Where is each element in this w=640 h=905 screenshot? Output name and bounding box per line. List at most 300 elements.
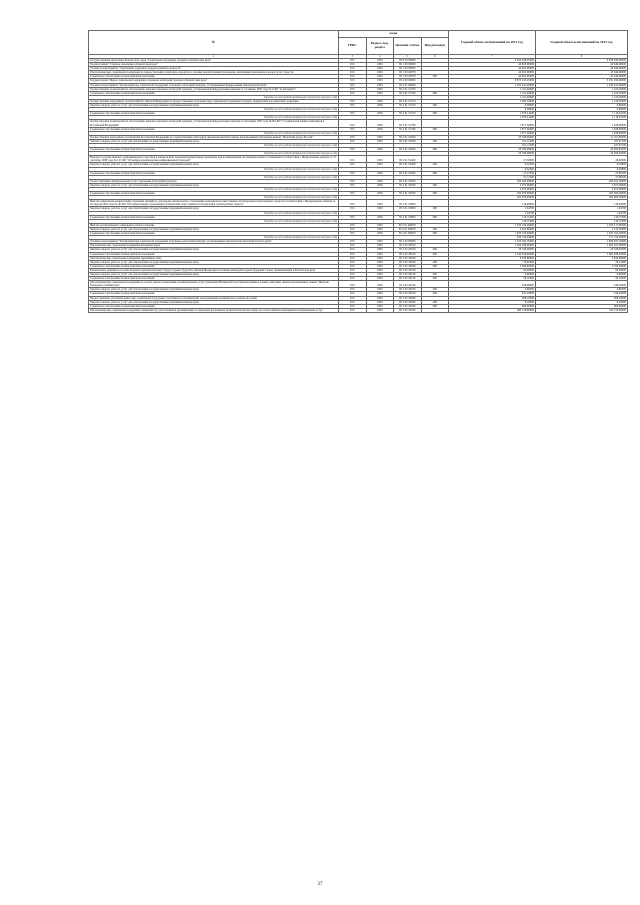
razdel-cell: 1003 [366, 171, 394, 175]
target-article-cell: 05 2 01 52200 [394, 135, 422, 139]
amount-2011-cell: 2 975,00000 [449, 183, 536, 187]
amount-2011-cell: 1 910 592,70000 [449, 240, 536, 244]
razdel-cell: 1003 [366, 99, 394, 103]
razdel-cell: 1003 [366, 75, 394, 79]
amount-2011-cell: 205 645,99000 [449, 179, 536, 183]
amount-2012-cell: 1 984 637,10000 [536, 240, 628, 244]
target-article-cell: 05 2 02 20140 [394, 277, 422, 281]
amount-2012-cell: 1 928,00000 [536, 120, 628, 127]
grbs-cell: 815 [339, 71, 367, 75]
expense-type-cell: 200 [421, 139, 449, 143]
amount-2012-cell: 202 666,30000 [536, 192, 628, 196]
razdel-cell: 1003 [366, 156, 394, 163]
table-row [89, 281, 628, 288]
expense-type-cell: 300 [421, 215, 449, 219]
column-number: 8 [536, 55, 628, 59]
amount-2012-cell: 2 515,50000 [536, 227, 628, 231]
row-name-cell: Основное мероприятие "Реализация мер социальной поддержки отдельных категорий граждан, установленных федеральным законодательством" [89, 83, 339, 87]
grbs-cell: 815 [339, 248, 367, 252]
row-name-cell: Социальное обеспечение и иные выплаты населению [89, 277, 339, 281]
amount-2011-cell: 8,10000 [449, 300, 536, 304]
razdel-cell: 1003 [366, 288, 394, 292]
amount-2012-cell: 1 225,20000 [536, 95, 628, 99]
amount-2011-cell: 6 076,80000 [449, 256, 536, 260]
row-name-cell: Обеспечение мер социальной поддержки по предоставлению санаторно-курортного лечения неработающим гражданам, выхолящим пенсионного возраста по старости [89, 71, 339, 75]
grbs-cell: 815 [339, 232, 367, 236]
amount-2012-cell: 205 641,30000 [536, 179, 628, 183]
amount-2012-cell: 8,10000 [536, 300, 628, 304]
amount-2011-cell: 1 073,51400 [449, 116, 536, 120]
expense-type-cell: 300 [421, 252, 449, 256]
row-name-cell: Социальное обеспечение и иные выплаты населению [89, 127, 339, 131]
target-article-cell: 05 2 01 52800 [394, 215, 422, 219]
expense-type-cell: 300 [421, 232, 449, 236]
amount-2012-cell: 1 928,00000 [536, 131, 628, 135]
target-article-cell: 05 2 00 00000 [394, 79, 422, 83]
expense-type-cell: 300 [421, 91, 449, 95]
target-article-cell: 05 2 02 20200 [394, 300, 422, 304]
amount-2012-cell: 20 993,84300 [536, 152, 628, 156]
grbs-cell: 815 [339, 244, 367, 248]
row-name-cell: Расходы за счет средств федерального бюджета текущего года [89, 131, 339, 135]
row-name-cell: Осуществление переданных полномочий Российской Федерации по предоставлению отдельных мер социальной поддержки граждан, подвергшихся воздействию радиации [89, 99, 339, 103]
row-name-cell: Социальное обеспечение и иные выплаты населению [89, 148, 339, 152]
razdel-cell: 1003 [366, 296, 394, 300]
amount-2011-cell: 27,17500 [449, 171, 536, 175]
row-name-cell: Закупка товаров, работ и услуг для обеспечения государственных (муниципальных) нужд [89, 207, 339, 211]
amount-2012-cell: 1,64700 [536, 207, 628, 211]
row-name-cell: Социальное обеспечение и иные выплаты населению [89, 304, 339, 308]
amount-2012-cell: 45 640,00000 [536, 71, 628, 75]
amount-2012-cell: 45 640,00000 [536, 67, 628, 71]
row-name-cell: Обеспечение мер социальной поддержки по оплате жилого помещения и коммунальных услуг инвалидам Великой Отечественной войны и боевых действий, лицам награжденных знаком "Жителю блокадного Ленинграда" [89, 281, 339, 288]
amount-2011-cell: 9,58000 [449, 104, 536, 108]
expense-type-cell: 300 [421, 171, 449, 175]
row-name-cell: Расходы за счет средств федерального бюджета текущего года [89, 152, 339, 156]
target-article-cell: 05 1 00 00000 [394, 63, 422, 67]
amount-2011-cell: 27,17500 [449, 175, 536, 179]
amount-2012-cell: 1 025 217,80000 [536, 223, 628, 227]
amount-2012-cell: 20 993,84300 [536, 148, 628, 152]
target-article-cell: 05 1 03 20070 [394, 71, 422, 75]
amount-2012-cell: 908,10000 [536, 296, 628, 300]
amount-2011-cell: 4,80000 [449, 288, 536, 292]
target-article-cell: 05 0 00 00000 [394, 59, 422, 63]
grbs-cell: 815 [339, 200, 367, 207]
grbs-cell: 815 [339, 120, 367, 127]
column-number: 1 [89, 55, 339, 59]
amount-2011-cell: 1 255 441,00000 [449, 83, 536, 87]
amount-2011-cell: 1 083,10000 [449, 99, 536, 103]
amount-2012-cell: 1 624 557,00000 [536, 244, 628, 248]
row-name-cell: Закупка товаров, работ и услуг для обеспечения государственных (муниципальных) нужд [89, 300, 339, 304]
razdel-cell: 1003 [366, 163, 394, 167]
amount-2011-cell: 44 825,00000 [449, 67, 536, 71]
row-name-cell: Расходы за счет средств федерального бюджета текущего года [89, 108, 339, 112]
row-name-cell: Социальное обеспечение и иные выплаты населению [89, 75, 339, 79]
target-article-cell: 05 2 02 00000 [394, 240, 422, 244]
razdel-cell: 1003 [366, 120, 394, 127]
header-razdel: Раздел, под-раздел [366, 38, 394, 55]
row-name-cell: Обеспечение мер социальной поддержки ветеранов труда [89, 244, 339, 248]
amount-2012-cell: 78,12000 [536, 260, 628, 264]
row-name-cell: Выплата государственного единовременного пособия и ежемесячной денежной компенсации гражданам при возникновении поствакцинальных осложнений в соответствии с Федеральным законом от 17 сентября 1998 года № 157-ФЗ "Об иммунопрофилактике инфекционных болезней" [89, 156, 339, 163]
grbs-cell: 815 [339, 227, 367, 231]
amount-2012-cell: 312 156,90000 [536, 308, 628, 312]
grbs-cell: 815 [339, 304, 367, 308]
row-name-cell: Подпрограмма "Меры социальной поддержки отдельных категорий граждан в Камчатском крае" [89, 79, 339, 83]
row-name-cell: Предоставление дополнительных мер социальной поддержки участникам ходатайки войн и вооруженных конфликтов и членам их семей [89, 296, 339, 300]
amount-2011-cell: 1 052 723,49000 [449, 232, 536, 236]
razdel-cell: 1003 [366, 63, 394, 67]
amount-2012-cell: 5 766,48000 [536, 264, 628, 268]
row-name-cell: Основное мероприятие "Реализация мер социальной поддержки отдельных категорий граждан, установленных законодательством Камчатского края" [89, 240, 339, 244]
grbs-cell: 815 [339, 79, 367, 83]
amount-2012-cell: 1,64700 [536, 211, 628, 215]
grbs-cell: 815 [339, 183, 367, 187]
amount-2012-cell: 0,33800 [536, 167, 628, 171]
amount-2012-cell: 27,86200 [536, 175, 628, 179]
expense-type-cell: 200 [421, 248, 449, 252]
row-name-cell: Осуществление переданного полномочия Российской Федерации по осуществлению ежегодной денежной выплаты лицам, награжденным нагрудным знаком "Почетный донор России" [89, 135, 339, 139]
razdel-cell: 1003 [366, 277, 394, 281]
amount-2012-cell: 21 161,80000 [536, 135, 628, 139]
target-article-cell: 05 2 02 20200 [394, 304, 422, 308]
razdel-cell: 1003 [366, 264, 394, 268]
row-name-cell: Социальное обеспечение и иные выплаты населению [89, 252, 339, 256]
target-article-cell: 05 2 02 20190 [394, 288, 422, 292]
grbs-cell: 815 [339, 296, 367, 300]
target-article-cell: 05 2 02 20140 [394, 268, 422, 272]
razdel-cell: 1003 [366, 281, 394, 288]
grbs-cell: 815 [339, 260, 367, 264]
expense-type-cell: 200 [421, 104, 449, 108]
razdel-cell: 1003 [366, 256, 394, 260]
amount-2011-cell: 60,00000 [449, 268, 536, 272]
row-name-cell: Социальное обеспечение и иные выплаты населению [89, 112, 339, 116]
target-article-cell: 05 2 01 52500 [394, 183, 422, 187]
row-name-cell: Социальное обеспечение и иные выплаты населению [89, 91, 339, 95]
expense-type-cell: 200 [421, 227, 449, 231]
row-name-cell: Социальное обеспечение и иные выплаты населению [89, 192, 339, 196]
amount-2011-cell: 900,00000 [449, 304, 536, 308]
target-article-cell: 05 2 01 51370 [394, 112, 422, 116]
expense-type-cell: 200 [421, 272, 449, 276]
target-article-cell: 05 2 01 R0070 [394, 223, 422, 227]
table-row [89, 120, 628, 127]
expense-type-cell: 300 [421, 304, 449, 308]
expense-type-cell: 200 [421, 163, 449, 167]
header-number: № [89, 31, 339, 55]
expense-type-cell: 200 [421, 288, 449, 292]
table-row [89, 308, 628, 312]
expense-type-cell: 300 [421, 148, 449, 152]
amount-2012-cell: 1 022 702,30000 [536, 232, 628, 236]
row-name-cell: Обеспечение мер социальной поддержки специалистов, работающих и проживающих в отдельных населенных пунктах Камчатского края, по оплате жилых помещений и коммунальных услуг [89, 308, 339, 312]
header-codes-group: коды [339, 31, 449, 38]
razdel-cell: 1003 [366, 183, 394, 187]
grbs-cell: 815 [339, 207, 367, 211]
header-year-2012: Годовой объем ассигнований на 2012 год [536, 31, 628, 55]
budget-table [88, 30, 628, 313]
razdel-cell: 1003 [366, 207, 394, 211]
grbs-cell: 815 [339, 264, 367, 268]
expense-type-cell [421, 156, 449, 163]
amount-2012-cell: 116,75300 [536, 219, 628, 223]
amount-2012-cell: 5 844,60000 [536, 256, 628, 260]
amount-2011-cell: 908,10000 [449, 296, 536, 300]
row-name-cell: Обеспечение мер социальной поддержки тружеников тыла [89, 256, 339, 260]
row-name-cell: Социальное обеспечение и иные выплаты населению [89, 264, 339, 268]
row-name-cell: Социальное обеспечение и иные выплаты населению [89, 292, 339, 296]
grbs-cell: 815 [339, 83, 367, 87]
target-article-cell: 05 1 03 00000 [394, 67, 422, 71]
razdel-cell: 1003 [366, 91, 394, 95]
amount-2012-cell: 116,75300 [536, 215, 628, 219]
table-row [89, 200, 628, 207]
amount-2012-cell: 1 928,00000 [536, 127, 628, 131]
target-article-cell: 05 2 01 00000 [394, 83, 422, 87]
amount-2011-cell: 0,32500 [449, 167, 536, 171]
amount-2011-cell: 1 562 298,00000 [449, 244, 536, 248]
amount-2011-cell: 116,75300 [449, 215, 536, 219]
row-name-cell: Расходы за счет средств федерального бюджета текущего года [89, 196, 339, 200]
target-article-cell: 05 2 02 20020 [394, 256, 422, 260]
amount-2011-cell: 1 191,40000 [449, 95, 536, 99]
column-number: 6 [421, 55, 449, 59]
amount-2011-cell: 59,10000 [449, 277, 536, 281]
grbs-cell: 815 [339, 135, 367, 139]
grbs-cell: 815 [339, 139, 367, 143]
header-year-2011: Годовой объем ассигнований на 2011 год [449, 31, 536, 55]
target-article-cell: 05 2 01 51350 [394, 87, 422, 91]
row-name-cell: Расходы за счет средств федерального бюджета текущего года [89, 236, 339, 240]
amount-2011-cell: 20 186,98000 [449, 148, 536, 152]
razdel-cell: 1003 [366, 240, 394, 244]
table-header-row [89, 31, 628, 38]
grbs-cell: 815 [339, 59, 367, 63]
amount-2011-cell: 19 740,00000 [449, 248, 536, 252]
razdel-cell: 1003 [366, 200, 394, 207]
amount-2012-cell: 2 975,00000 [536, 188, 628, 192]
expense-type-cell: 300 [421, 264, 449, 268]
table-row [89, 156, 628, 163]
razdel-cell: 1003 [366, 87, 394, 91]
amount-2011-cell: 1 877,30000 [449, 131, 536, 135]
row-name-cell: Выплата региональных социальных доплат к пенсии [89, 223, 339, 227]
amount-2011-cell: 202 670,99000 [449, 196, 536, 200]
row-name-cell: Закупка товаров, работ и услуг для обеспечения государственных (муниципальных) нужд [89, 288, 339, 292]
row-name-cell: Закупка товаров, работ и услуг для обеспечения государственных (муниципальных) нужд [89, 248, 339, 252]
expense-type-cell: 300 [421, 292, 449, 296]
row-name-cell: Расходы за счет средств федерального бюджета текущего года [89, 188, 339, 192]
razdel-cell: 1003 [366, 304, 394, 308]
amount-2012-cell: 3 931 290,00000 [536, 79, 628, 83]
grbs-cell: 815 [339, 308, 367, 312]
expense-type-cell: 300 [421, 112, 449, 116]
target-article-cell: 05 2 02 20140 [394, 272, 422, 276]
grbs-cell: 815 [339, 104, 367, 108]
amount-2012-cell: 27,86200 [536, 171, 628, 175]
row-name-cell: Социальное обеспечение и иные выплаты населению [89, 232, 339, 236]
target-article-cell: 05 2 01 51370 [394, 99, 422, 103]
grbs-cell: 815 [339, 171, 367, 175]
expense-type-cell: 300 [421, 75, 449, 79]
row-name-cell: Расходы за счет средств федерального бюджета текущего года [89, 175, 339, 179]
amount-2011-cell: 2 425,80000 [449, 227, 536, 231]
target-article-cell: 05 2 01 52400 [394, 163, 422, 167]
target-article-cell: 05 2 01 52400 [394, 156, 422, 163]
razdel-cell: 1003 [366, 244, 394, 248]
razdel-cell: 1003 [366, 300, 394, 304]
amount-2012-cell: 3 976 930,00000 [536, 59, 628, 63]
grbs-cell: 815 [339, 272, 367, 276]
column-number: 3 [339, 55, 367, 59]
row-name-cell: Ежемесячное денежное пособие Героям Социалистического Труда, Героям Труда Российской Федерации и полным кавалерам ордена Трудовой Славы, проживающим в Камчатском крае [89, 268, 339, 272]
razdel-cell: 1003 [366, 104, 394, 108]
row-name-cell: Социальное обеспечение и иные выплаты населению [89, 171, 339, 175]
expense-type-cell: 300 [421, 192, 449, 196]
razdel-cell: 1003 [366, 179, 394, 183]
razdel-cell: 1003 [366, 59, 394, 63]
row-name-cell: Социальное обеспечение и иные выплаты населению [89, 215, 339, 219]
razdel-cell: 1003 [366, 292, 394, 296]
amount-2012-cell: 2 975,00000 [536, 183, 628, 187]
amount-2012-cell: 60,00000 [536, 268, 628, 272]
expense-type-cell [421, 120, 449, 127]
amount-2012-cell: 349,20000 [536, 281, 628, 288]
target-article-cell: 05 2 01 51370 [394, 104, 422, 108]
amount-2011-cell: 5 996,85000 [449, 264, 536, 268]
target-article-cell: 05 1 03 20070 [394, 75, 422, 79]
amount-2011-cell: 202 670,99000 [449, 192, 536, 196]
amount-2011-cell: 9,58000 [449, 108, 536, 112]
page-number: 37 [317, 882, 323, 887]
target-article-cell: 05 2 02 20020 [394, 264, 422, 268]
amount-2011-cell: 336,00000 [449, 281, 536, 288]
expense-type-cell: 200 [421, 300, 449, 304]
expense-type-cell [421, 308, 449, 312]
amount-2011-cell: 118,40000 [449, 200, 536, 207]
razdel-cell: 1003 [366, 223, 394, 227]
amount-2011-cell: 79,95000 [449, 260, 536, 264]
grbs-cell: 815 [339, 240, 367, 244]
grbs-cell: 815 [339, 99, 367, 103]
razdel-cell: 1003 [366, 232, 394, 236]
amount-2011-cell: 1 877,30000 [449, 120, 536, 127]
target-article-cell: 05 2 01 52200 [394, 148, 422, 152]
target-article-cell: 05 2 01 51350 [394, 91, 422, 95]
grbs-cell: 815 [339, 281, 367, 288]
amount-2012-cell: 167,97100 [536, 143, 628, 147]
amount-2012-cell: 28,20000 [536, 156, 628, 163]
target-article-cell: 05 2 02 20190 [394, 281, 422, 288]
row-name-cell: Расходы за счет средств федерального бюджета текущего года [89, 95, 339, 99]
column-number: 7 [449, 55, 536, 59]
grbs-cell: 815 [339, 268, 367, 272]
target-article-cell: 05 2 02 20010 [394, 248, 422, 252]
amount-2011-cell: 0,90000 [449, 272, 536, 276]
grbs-cell: 815 [339, 292, 367, 296]
amount-2012-cell: 202 666,30000 [536, 196, 628, 200]
amount-2012-cell: 45 640,00000 [536, 63, 628, 67]
target-article-cell: 05 2 01 R0070 [394, 227, 422, 231]
row-name-cell: Государственная программа Камчатского края "Социальная поддержка граждан в Камчатском крае" [89, 59, 339, 63]
target-article-cell: 05 2 02 20190 [394, 292, 422, 296]
grbs-cell: 815 [339, 256, 367, 260]
amount-2011-cell: 3 920 238,25000 [449, 59, 536, 63]
grbs-cell: 815 [339, 252, 367, 256]
row-name-cell: Закупка товаров, работ и услуг для обеспечения государственных (муниципальных) нужд [89, 139, 339, 143]
row-name-cell: Расходы за счет средств федерального бюджета текущего года [89, 211, 339, 215]
amount-2012-cell: 9,96000 [536, 104, 628, 108]
grbs-cell: 815 [339, 288, 367, 292]
amount-2011-cell: 810 143,49000 [449, 236, 536, 240]
row-name-cell: Оплата жилищно-коммунальных услуг отдельным категориям граждан [89, 179, 339, 183]
amount-2011-cell: 44 825,00000 [449, 71, 536, 75]
amount-2011-cell: 27,50000 [449, 156, 536, 163]
grbs-cell: 815 [339, 300, 367, 304]
row-name-cell: Расходы за счет средств федерального бюджета текущего года [89, 167, 339, 171]
grbs-cell: 815 [339, 223, 367, 227]
razdel-cell: 1003 [366, 79, 394, 83]
row-name-cell: Осуществление полномочий по обеспечению жильем отдельных категорий граждан, установленных Федеральным законом от 24 ноября 1995 года №181-ФЗ "О социальной защите инвалидов в Российской Федерации" [89, 120, 339, 127]
grbs-cell: 815 [339, 192, 367, 196]
row-name-cell: Расходы за счет средств федерального бюджета текущего года [89, 219, 339, 223]
grbs-cell: 815 [339, 163, 367, 167]
amount-2011-cell: 116,75300 [449, 219, 536, 223]
amount-2012-cell: 771 152,20000 [536, 236, 628, 240]
expense-type-cell: 200 [421, 260, 449, 264]
razdel-cell: 1003 [366, 135, 394, 139]
amount-2011-cell: 1 055 149,29000 [449, 223, 536, 227]
razdel-cell: 1003 [366, 227, 394, 231]
amount-2012-cell: 1 604 028,20000 [536, 252, 628, 256]
target-article-cell: 05 2 01 R0070 [394, 232, 422, 236]
expense-type-cell [421, 200, 449, 207]
target-article-cell: 05 2 02 20020 [394, 260, 422, 264]
grbs-cell: 815 [339, 75, 367, 79]
target-article-cell: 05 2 02 20010 [394, 252, 422, 256]
amount-2011-cell: 1,64700 [449, 211, 536, 215]
target-article-cell: 05 2 01 51760 [394, 127, 422, 131]
target-article-cell: 05 2 01 52800 [394, 207, 422, 211]
grbs-cell: 815 [339, 127, 367, 131]
amount-2011-cell: 0,32500 [449, 163, 536, 167]
grbs-cell: 815 [339, 277, 367, 281]
amount-2011-cell: 20 186,98000 [449, 152, 536, 156]
header-target-article: Целевая статья [394, 38, 422, 55]
row-name-cell: Расходы за счет средств федерального бюджета текущего года [89, 143, 339, 147]
amount-2012-cell: 4,80000 [536, 288, 628, 292]
razdel-cell: 1003 [366, 268, 394, 272]
row-name-cell: Выплата инвалидам компенсаций страховых премий по договорам обязательного страхования гражданской ответственности владельцев транспортных средств в соответствии с Федеральным законом от 25 апреля 2002 года № 40-ФЗ "Об обязательном страховании гражданской ответственности владельцев транспортных средств" [89, 200, 339, 207]
column-number: 4 [366, 55, 394, 59]
grbs-cell: 815 [339, 91, 367, 95]
column-number: 5 [394, 55, 422, 59]
amount-2011-cell: 44 825,00000 [449, 63, 536, 67]
amount-2012-cell: 1 225,20000 [536, 91, 628, 95]
grbs-cell: 815 [339, 179, 367, 183]
grbs-cell: 815 [339, 87, 367, 91]
row-name-cell: Закупка товаров, работ и услуг для обеспечения государственных (муниципальных) нужд [89, 260, 339, 264]
target-article-cell: 05 2 01 51760 [394, 120, 422, 127]
razdel-cell: 1003 [366, 248, 394, 252]
amount-2011-cell: 20 348,09000 [449, 135, 536, 139]
amount-2012-cell: 1 236 447,00000 [536, 83, 628, 87]
row-name-cell: Закупка товаров, работ и услуг для обеспечения государственных (муниципальных) нужд [89, 183, 339, 187]
razdel-cell: 1003 [366, 71, 394, 75]
